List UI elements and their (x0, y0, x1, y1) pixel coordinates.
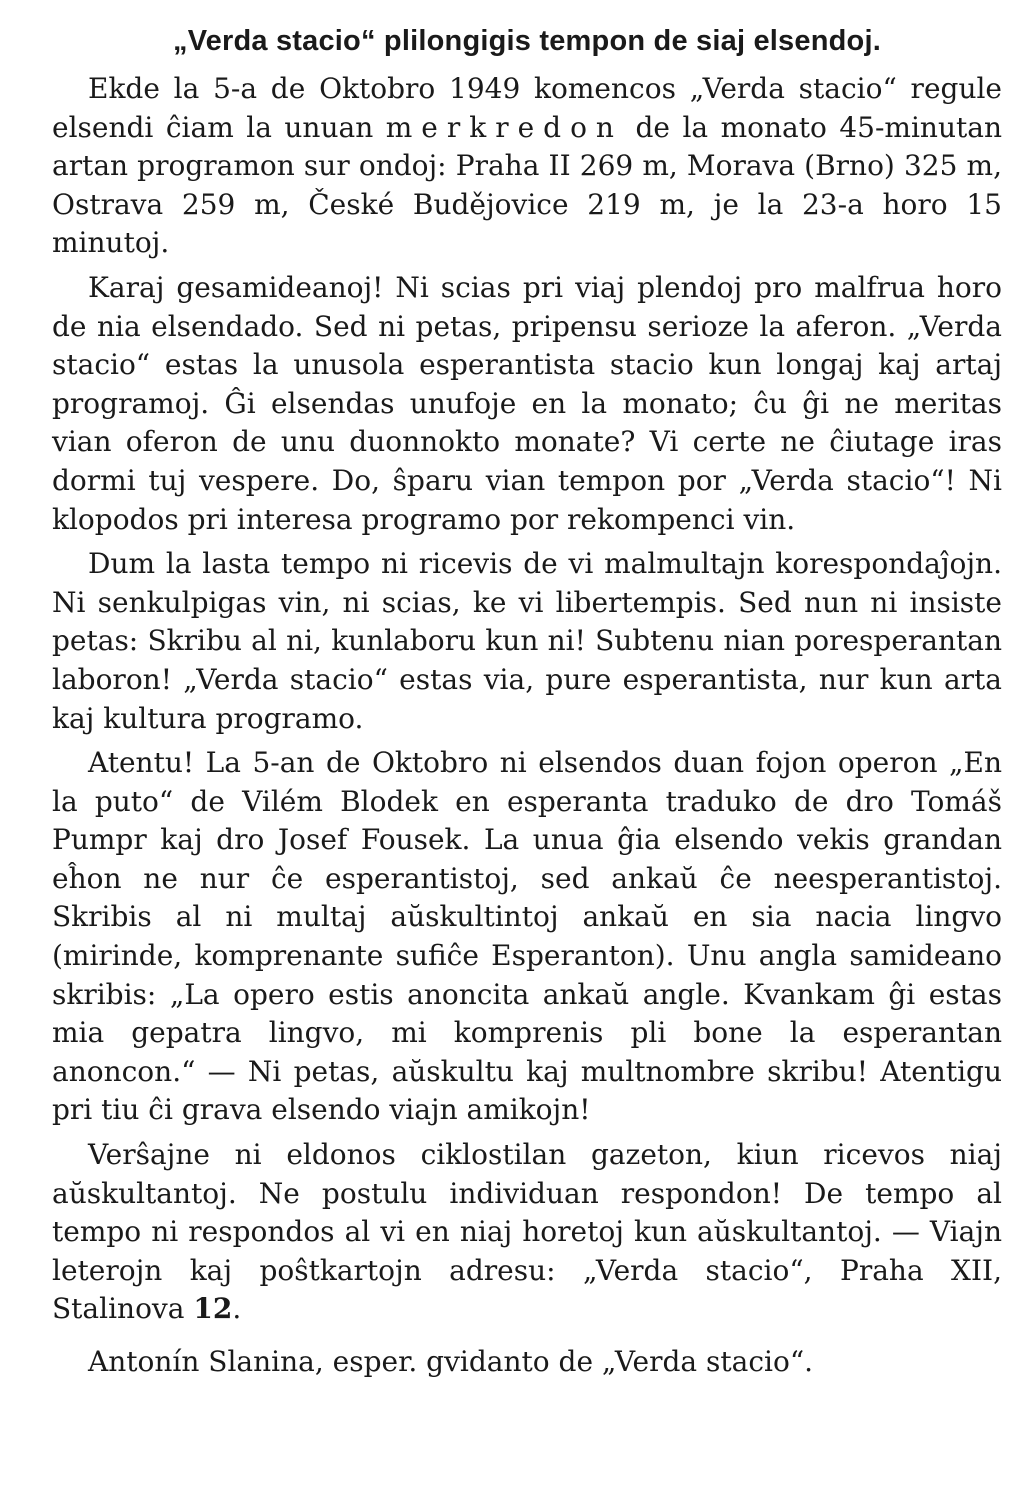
paragraph-1-text-a: Ekde la 5-a de Oktobro 1949 komencos „Verda stacio“ regule elsendi ĉiam la unuan (52, 72, 1002, 144)
paragraph-5-bold-number: 12 (193, 1292, 233, 1326)
paragraph-4: Atentu! La 5-an de Oktobro ni elsendos duan fojon operon „En la puto“ de Vilém Blodek en esperanta traduko de dro Tomáš Pumpr kaj dro Josef Fousek. La unua ĝia elsendo vekis grandan eĥon ne nur ĉe esperantistoj, sed ankaŭ ĉe neesperantistoj. Skribis al ni multaj aŭskultintoj ankaŭ en sia nacia lingvo (mirinde, komprenante sufiĉe Esperanton). Unu angla samideano skribis: „La opero estis anoncita ankaŭ angle. Kvankam ĝi estas mia gepatra lingvo, mi komprenis pli bone la esperantan anoncon.“ — Ni petas, aŭskultu kaj multnombre skribu! Atentigu pri tiu ĉi grava elsendo viajn amikojn! (52, 746, 1002, 1127)
paragraph-5-text-c: . (232, 1292, 242, 1326)
signature: Antonín Slanina, esper. gvidanto de „Verda stacio“. (88, 1345, 814, 1378)
paragraph-5-text-a: Verŝajne ni eldonos ciklostilan gazeton, kiun ricevos niaj aŭskultantoj. Ne postulu individuan respondon! De tempo al tempo ni respondos al vi en niaj horetoj kun aŭskultantoj. — Viajn leterojn kaj poŝtkartojn adresu: „Verda stacio“, Praha XII, Stalinova (52, 1138, 1002, 1326)
paragraph-2: Karaj gesamideanoj! Ni scias pri viaj plendoj pro malfrua horo de nia elsendado. Sed ni petas, pripensu serioze la aferon. „Verda stacio“ estas la unusola esperantista stacio kun longaj kaj artaj programoj. Ĝi elsendas unufoje en la monato; ĉu ĝi ne meritas vian oferon de unu duonnokto monate? Vi certe ne ĉiutage iras dormi tuj vespere. Do, ŝparu vian tempon por „Verda stacio“! Ni klopodos pri interesa programo por rekompenci vin. (52, 270, 1002, 536)
paragraph-1 (52, 70, 1002, 263)
paragraph-3: Dum la lasta tempo ni ricevis de vi malmultajn korespondaĵojn. Ni senkulpigas vin, ni scias, ke vi libertempis. Sed nun ni insiste petas: Skribu al ni, kunlaboru kun ni! Subtenu nian poresperantan laboron! „Verda stacio“ estas via, pure esperantista, nur kun arta kaj kultura programo. (52, 547, 1002, 735)
paragraph-1-spaced-word: merkredon (385, 110, 623, 144)
paragraph-5 (52, 1136, 1002, 1329)
article-title: „Verda stacio“ plilongigis tempon de siaj elsendoj. (173, 25, 881, 57)
paragraph-1-text-c: de la monato 45-minutan artan programon sur ondoj: Praha II 269 m, Morava (Brno) 325 m, Ostrava 259 m, České Budějovice 219 m, je la 23-a horo 15 minutoj. (52, 110, 1002, 260)
document-page (52, 22, 1002, 1388)
